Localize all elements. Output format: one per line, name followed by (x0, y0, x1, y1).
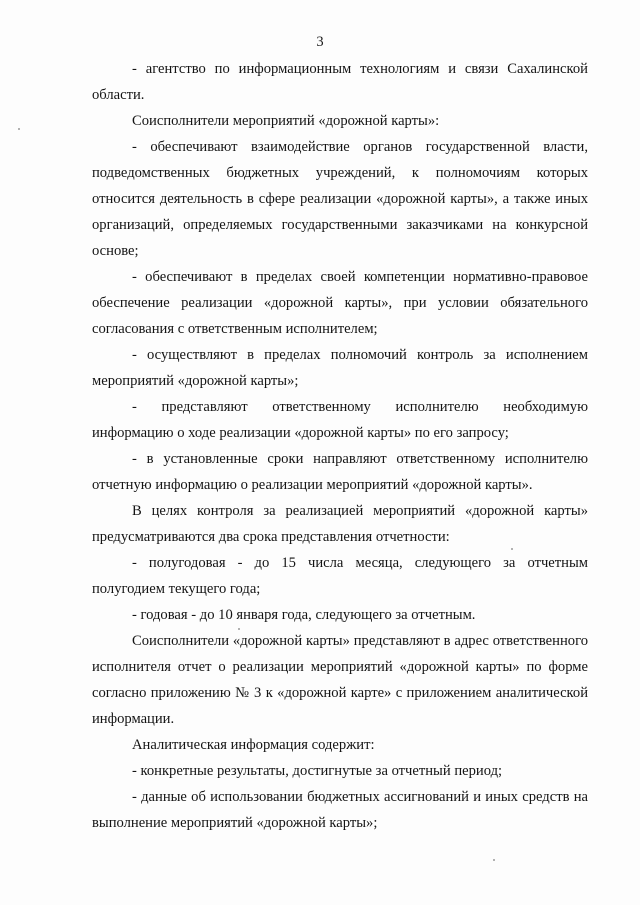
paragraph-reporting: - в установленные сроки направляют ответственному исполнителю отчетную информацию о реализации мероприятий «дорожной карты». (92, 451, 588, 493)
paragraph-information: - представляют ответственному исполнителю необходимую информацию о ходе реализации «дорожной карты» по его запросу; (92, 399, 588, 441)
scan-speck (238, 628, 240, 630)
paragraph-budget-data: - данные об использовании бюджетных ассигнований и иных средств на выполнение мероприятий «дорожной карты»; (92, 789, 588, 831)
paragraph-report-submission: Соисполнители «дорожной карты» представляют в адрес ответственного исполнителя отчет о реализации мероприятий «дорожной карты» по форме согласно приложению № 3 к «дорожной карте» с приложением аналитической информации. (92, 633, 588, 727)
page-number: 3 (316, 34, 324, 50)
scan-speck (18, 128, 20, 130)
paragraph-agency: - агентство по информационным технологиям и связи Сахалинской области. (92, 61, 588, 103)
paragraph-annual: - годовая - до 10 января года, следующего за отчетным. (132, 607, 476, 623)
paragraph-regulation: - обеспечивают в пределах своей компетенции нормативно-правовое обеспечение реализации «дорожной карты», при условии обязательного согласования с ответственным исполнителем; (92, 269, 588, 337)
paragraph-coexecutors-heading: Соисполнители мероприятий «дорожной карты»: (132, 113, 440, 129)
scan-speck (511, 548, 513, 550)
scan-speck (493, 859, 495, 861)
paragraph-control: - осуществляют в пределах полномочий контроль за исполнением мероприятий «дорожной карты»; (92, 347, 588, 389)
paragraph-half-year: - полугодовая - до 15 числа месяца, следующего за отчетным полугодием текущего года; (92, 555, 588, 597)
paragraph-analytics-heading: Аналитическая информация содержит: (132, 737, 375, 753)
paragraph-results: - конкретные результаты, достигнутые за отчетный период; (132, 763, 503, 779)
paragraph-control-terms: В целях контроля за реализацией мероприятий «дорожной карты» предусматриваются два срока представления отчетности: (92, 503, 588, 545)
paragraph-interaction: - обеспечивают взаимодействие органов государственной власти, подведомственных бюджетных учреждений, к полномочиям которых относится деятельность в сфере реализации «дорожной карты», а также иных организаций, определяемых государственными заказчиками на конкурсной основе; (92, 139, 588, 259)
document-body (92, 56, 588, 836)
